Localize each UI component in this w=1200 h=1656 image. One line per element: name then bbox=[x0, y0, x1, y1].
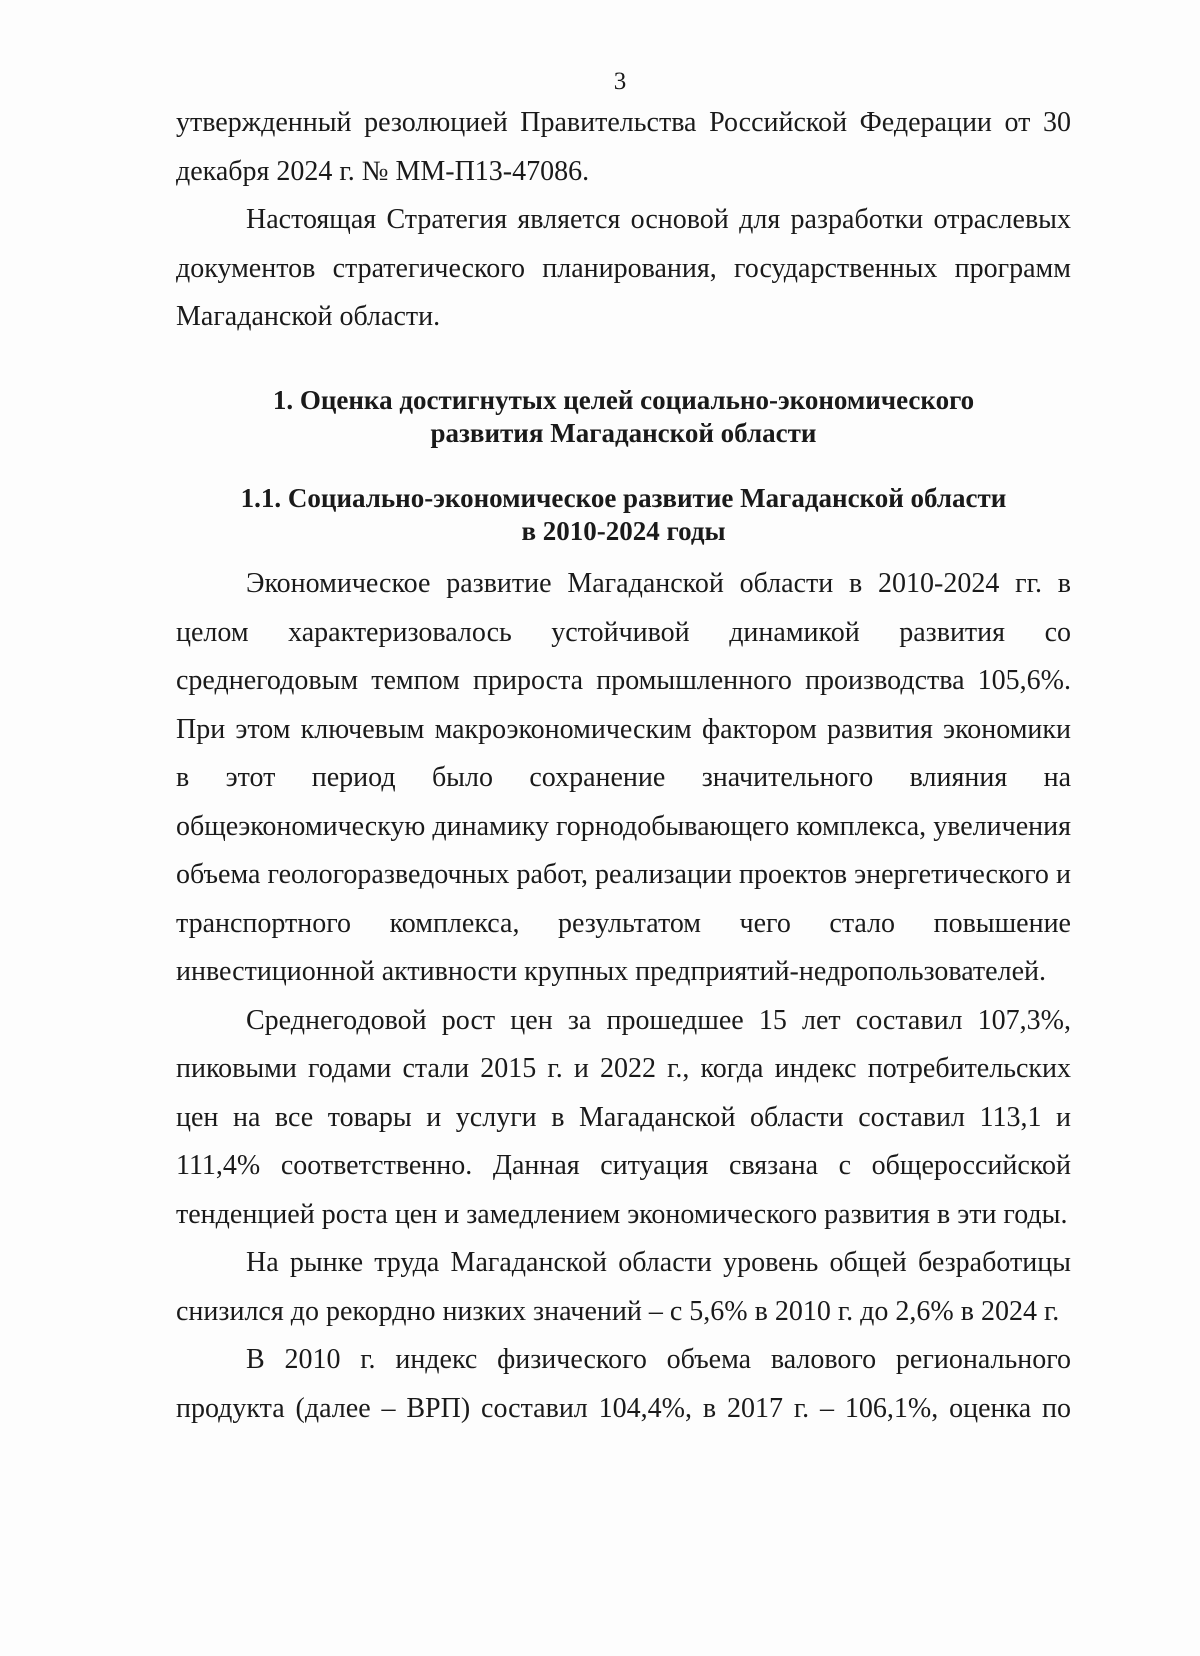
section-1-1-body bbox=[176, 560, 1071, 1433]
paragraph-grp-index: В 2010 г. индекс физического объема валового регионального продукта (далее – ВРП) составил 104,4%, в 2017 г. – 106,1%, оценка по bbox=[176, 1344, 1071, 1424]
paragraph-economic-development: Экономическое развитие Магаданской области в 2010-2024 гг. в целом характеризовалось устойчивой динамикой развития со среднегодовым темпом прироста промышленного производства 105,6%. При этом ключевым макроэкономическим фактором развития экономики в этот период было сохранение значительного влияния на общеэкономическую динамику горнодобывающего комплекса, увеличения объема геологоразведочных работ, реализации проектов энергетического и транспортного комплекса, результатом чего стало повышение инвестиционной активности крупных предприятий-недропользователей. bbox=[176, 568, 1071, 987]
section-1-1-heading-line-1: 1.1. Социально-экономическое развитие Магаданской области bbox=[240, 483, 1007, 513]
section-1-heading-line-2: развития Магаданской области bbox=[430, 418, 817, 448]
section-1-heading bbox=[176, 384, 1071, 450]
intro-paragraph-strategy: Настоящая Стратегия является основой для разработки отраслевых документов стратегического планирования, государственных программ Магаданской области. bbox=[176, 204, 1071, 332]
paragraph-labor-market: На рынке труда Магаданской области уровень общей безработицы снизился до рекордно низких значений – с 5,6% в 2010 г. до 2,6% в 2024 г. bbox=[176, 1247, 1071, 1327]
section-1-heading-line-1: 1. Оценка достигнутых целей социально-экономического bbox=[272, 385, 975, 415]
intro-block bbox=[176, 99, 1071, 342]
section-1-1-heading-line-2: в 2010-2024 годы bbox=[521, 516, 726, 546]
page-number: 3 bbox=[613, 68, 627, 95]
intro-paragraph-continuation: утвержденный резолюцией Правительства Российской Федерации от 30 декабря 2024 г. № ММ-П13-47086. bbox=[176, 107, 1071, 187]
paragraph-price-growth: Среднегодовой рост цен за прошедшее 15 лет составил 107,3%, пиковыми годами стали 2015 г. и 2022 г., когда индекс потребительских цен на все товары и услуги в Магаданской области составил 113,1 и 111,4% соответственно. Данная ситуация связана с общероссийской тенденцией роста цен и замедлением экономического развития в эти годы. bbox=[176, 1004, 1071, 1230]
section-1-1-heading bbox=[176, 482, 1071, 548]
